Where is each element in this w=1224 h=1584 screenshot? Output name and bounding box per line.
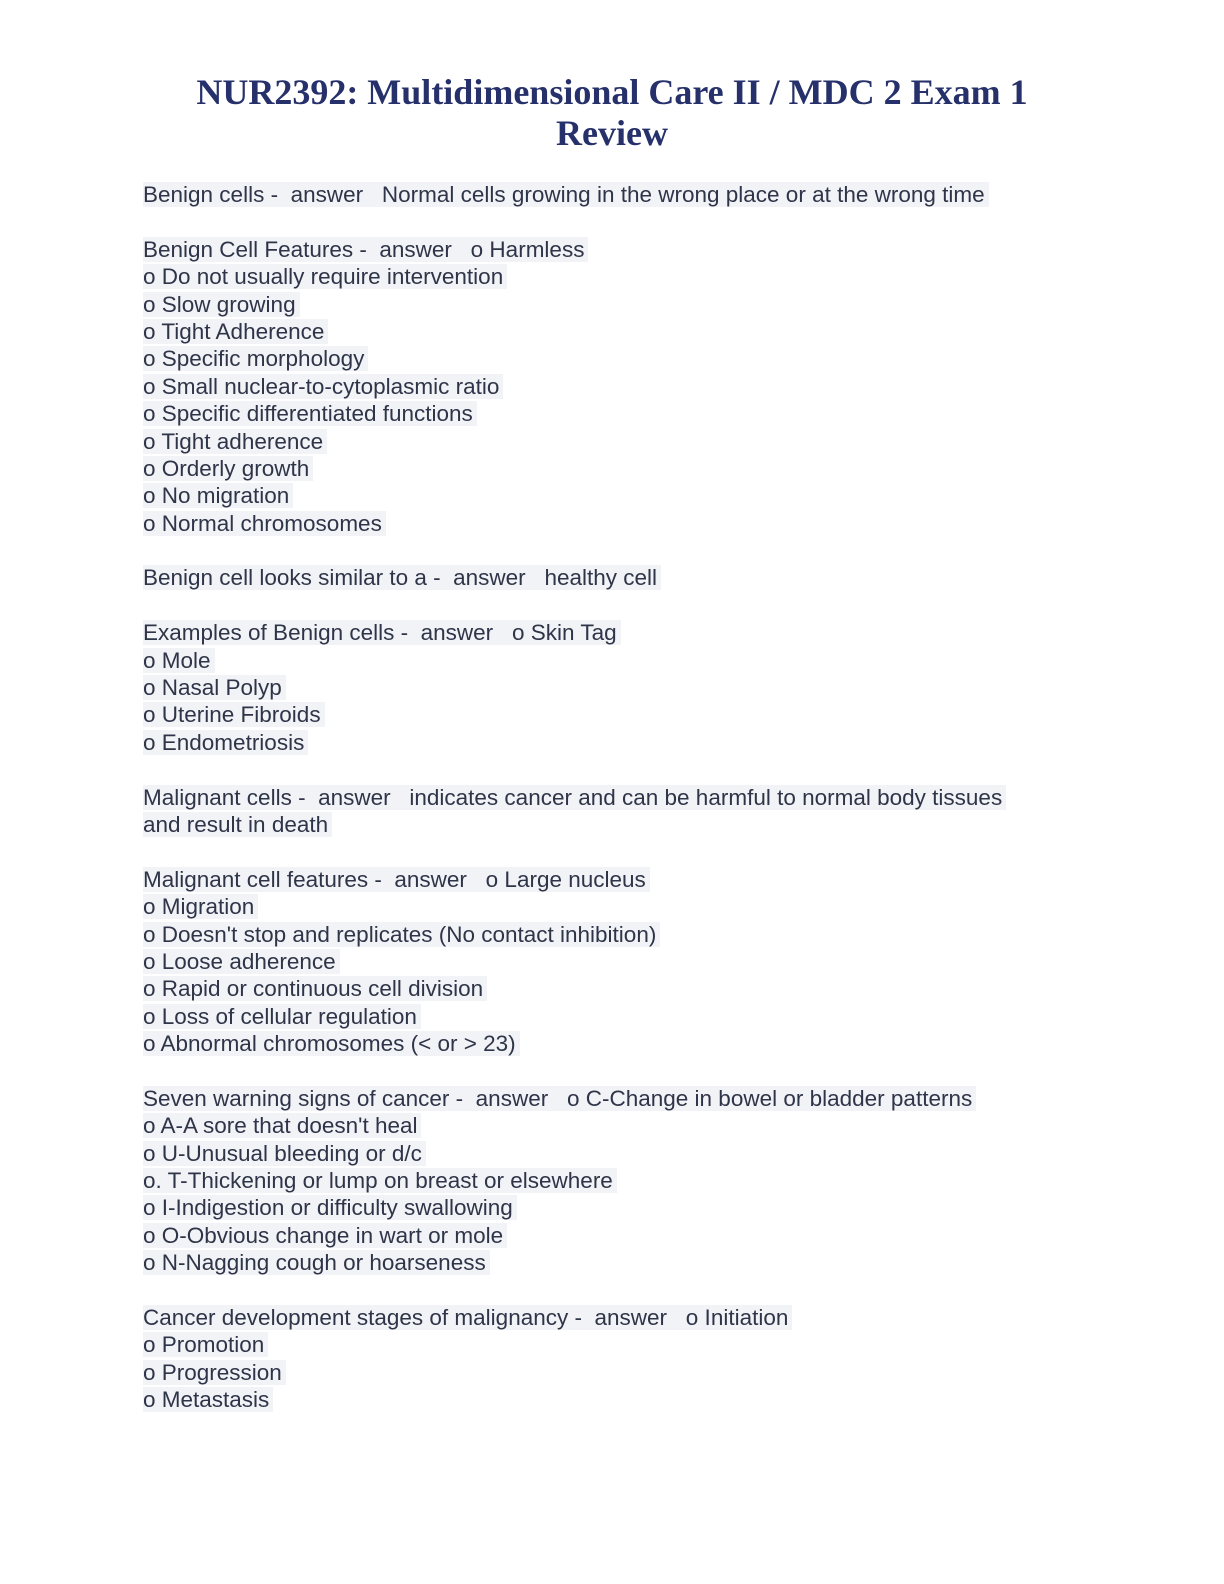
answer-line [143,373,1103,400]
answer-line [143,400,1103,427]
document-title: NUR2392: Multidimensional Care II / MDC 2 Exam 1 Review [196,72,1028,153]
answer-text: o Loss of cellular regulation [143,1003,417,1029]
answer-text: indicates cancer and can be harmful to normal body tissues [409,784,1003,810]
answer-text: o C-Change in bowel or bladder patterns [566,1085,973,1111]
answer-text: o. T-Thickening or lump on breast or elsewhere [143,1168,613,1194]
question-text: Benign cells [143,182,265,207]
qa-first-line [143,784,1103,811]
answer-text: o Progression [143,1359,282,1385]
answer-text: o Mole [143,647,211,673]
qa-entry [143,564,1103,591]
answer-text: o Specific differentiated functions [143,401,473,427]
answer-text: o Metastasis [143,1387,270,1413]
answer-text: o U-Unusual bleeding or d/c [143,1140,422,1166]
answer-line [143,1331,1103,1358]
answer-text: o Endometriosis [143,729,305,755]
answer-line [143,345,1103,372]
answer-separator: - answer [426,565,545,591]
question-text: Benign cell looks similar to a [143,565,427,591]
qa-first-line [143,564,1103,591]
answer-line [143,318,1103,345]
answer-line [143,729,1103,756]
answer-text: o Promotion [143,1332,265,1358]
answer-separator: - answer [449,1085,567,1111]
answer-text: healthy cell [544,565,658,591]
answer-separator: - answer [394,620,512,646]
answer-line [143,1359,1103,1386]
answer-text: o Orderly growth [143,455,310,481]
answer-line [143,701,1103,728]
qa-first-line [143,1085,1103,1112]
question-text: Malignant cell features [143,866,369,892]
answer-text: Normal cells growing in the wrong place or at the wrong time [381,182,985,207]
answer-text: o Abnormal chromosomes (< or > 23) [143,1031,516,1057]
qa-first-line [143,236,1103,263]
answer-text: o Nasal Polyp [143,675,282,701]
answer-text: and result in death [143,811,329,837]
answer-line [143,428,1103,455]
answer-line [143,948,1103,975]
answer-text: o Normal chromosomes [143,510,382,536]
answer-separator: - answer [353,236,471,262]
answer-text: o Harmless [470,236,585,262]
answer-line [143,1003,1103,1030]
answer-line [143,1140,1103,1167]
answer-text: o A-A sore that doesn't heal [143,1113,418,1139]
answer-text: o Uterine Fibroids [143,702,321,728]
answer-text: o Specific morphology [143,346,365,372]
answer-text: o Migration [143,894,255,920]
answer-text: o O-Obvious change in wart or mole [143,1222,504,1248]
answer-text: o Tight Adherence [143,318,325,344]
answer-line [143,1112,1103,1139]
answer-separator: - answer [368,866,486,892]
answer-text: o Initiation [685,1305,789,1331]
answer-line [143,893,1103,920]
question-text: Malignant cells [143,784,292,810]
answer-separator: - answer [568,1305,686,1331]
answer-line [143,647,1103,674]
answer-text: o Doesn't stop and replicates (No contact inhibition) [143,921,657,947]
answer-line [143,1167,1103,1194]
answer-line [143,811,1103,838]
qa-first-line [143,866,1103,893]
qa-first-line [143,181,1103,208]
answer-line [143,455,1103,482]
answer-text: o Skin Tag [511,620,617,646]
answer-text: o I-Indigestion or difficulty swallowing [143,1195,513,1221]
answer-text: o Tight adherence [143,428,324,454]
answer-separator: - answer [291,784,410,810]
answer-text: o No migration [143,483,290,509]
answer-line [143,1249,1103,1276]
question-text: Benign Cell Features [143,236,354,262]
answer-line [143,1194,1103,1221]
qa-first-line [143,1304,1103,1331]
qa-first-line [143,619,1103,646]
qa-entry [143,236,1103,537]
answer-separator: - answer [264,182,382,207]
answer-line [143,263,1103,290]
answer-text: o Slow growing [143,291,296,317]
answer-text: o Small nuclear-to-cytoplasmic ratio [143,373,500,399]
question-text: Examples of Benign cells [143,620,395,646]
answer-text: o Loose adherence [143,948,336,974]
answer-line [143,1030,1103,1057]
answer-text: o Rapid or continuous cell division [143,976,484,1002]
answer-line [143,291,1103,318]
answer-line [143,482,1103,509]
qa-entry [143,181,1103,208]
answer-text: o Large nucleus [485,866,646,892]
document-content [143,181,1103,1441]
qa-entry [143,1085,1103,1277]
answer-line [143,1222,1103,1249]
qa-entry [143,784,1103,839]
answer-line [143,674,1103,701]
question-text: Seven warning signs of cancer [143,1085,450,1111]
qa-entry [143,619,1103,756]
answer-line [143,975,1103,1002]
answer-text: o Do not usually require intervention [143,264,504,290]
qa-entry [143,1304,1103,1414]
qa-entry [143,866,1103,1058]
answer-text: o N-Nagging cough or hoarseness [143,1250,486,1276]
question-text: Cancer development stages of malignancy [143,1305,569,1331]
answer-line [143,921,1103,948]
answer-line [143,1386,1103,1413]
answer-line [143,510,1103,537]
